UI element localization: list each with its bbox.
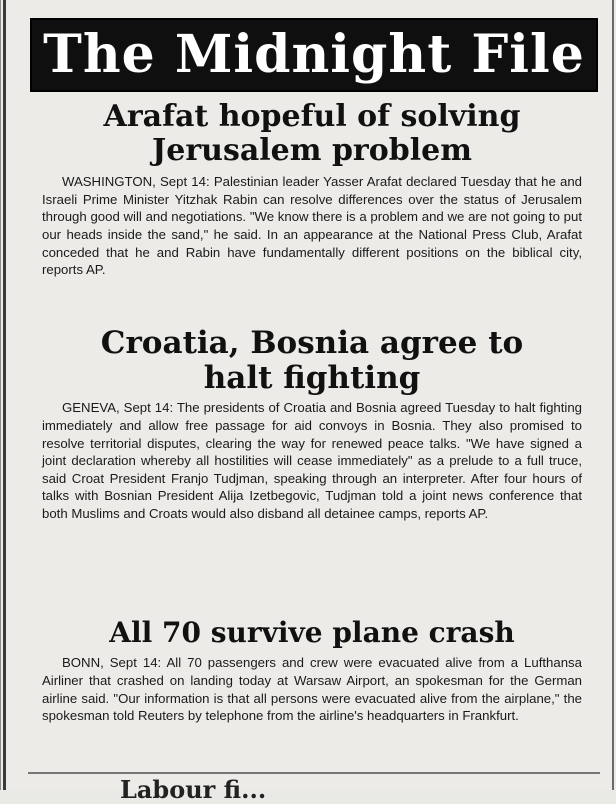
right-column-rule xyxy=(612,0,614,790)
masthead-banner xyxy=(30,18,598,92)
article-body: WASHINGTON, Sept 14: Palestinian leader Yasser Arafat declared Tuesday that he and Israeli Prime Minister Yitzhak Rabin can resolve differences over the status of Jerusalem through good will and negotiations. "We know there is a problem and we are not going to put our heads inside the sand," he said. In an appearance at the National Press Club, Arafat conceded that he and Rabin have fundamentally different positions on the biblical city, reports AP. xyxy=(42,174,582,278)
headline-line: halt fighting xyxy=(203,359,421,396)
article-arafat xyxy=(42,100,582,279)
article-croatia-bosnia xyxy=(42,326,582,523)
cut-off-headline-text: Labour fi... xyxy=(120,775,267,804)
bottom-divider xyxy=(28,772,600,774)
left-edge-rule xyxy=(0,0,1,790)
left-column-rule xyxy=(3,0,6,790)
article-headline xyxy=(42,326,582,395)
article-headline xyxy=(42,100,582,167)
headline-line: All 70 survive plane crash xyxy=(109,616,515,649)
article-plane-crash xyxy=(42,617,582,725)
cut-off-headline xyxy=(120,775,540,804)
headline-line: Arafat hopeful of solving xyxy=(103,99,521,134)
article-headline xyxy=(42,617,582,648)
masthead-title: The Midnight File xyxy=(43,24,585,85)
article-body: BONN, Sept 14: All 70 passengers and crew were evacuated alive from a Lufthansa Airliner that crashed on landing today at Warsaw Airport, an spokesman for the German airline said. "Our information is that all persons were evacuated alive from the airplane," the spokesman told Reuters by telephone from the airline's headquarters in Frankfurt. xyxy=(42,655,582,724)
headline-line: Jerusalem problem xyxy=(152,132,472,168)
headline-line: Croatia, Bosnia agree to xyxy=(100,325,524,361)
article-body: GENEVA, Sept 14: The presidents of Croatia and Bosnia agreed Tuesday to halt fighting immediately and allow free passage for aid convoys in Bosnia. They also promised to resolve territorial disputes, clearing the way for renewed peace talks. "We have signed a joint declaration whereby all hostilities will cease immediately" as a prelude to a full truce, said Croat President Franjo Tudjman, speaking through an interpreter. After four hours of talks with Bosnian President Alija Izetbegovic, Tudjman told a joint news conference that both Muslims and Croats would also disband all detainee camps, reports AP. xyxy=(42,400,582,521)
